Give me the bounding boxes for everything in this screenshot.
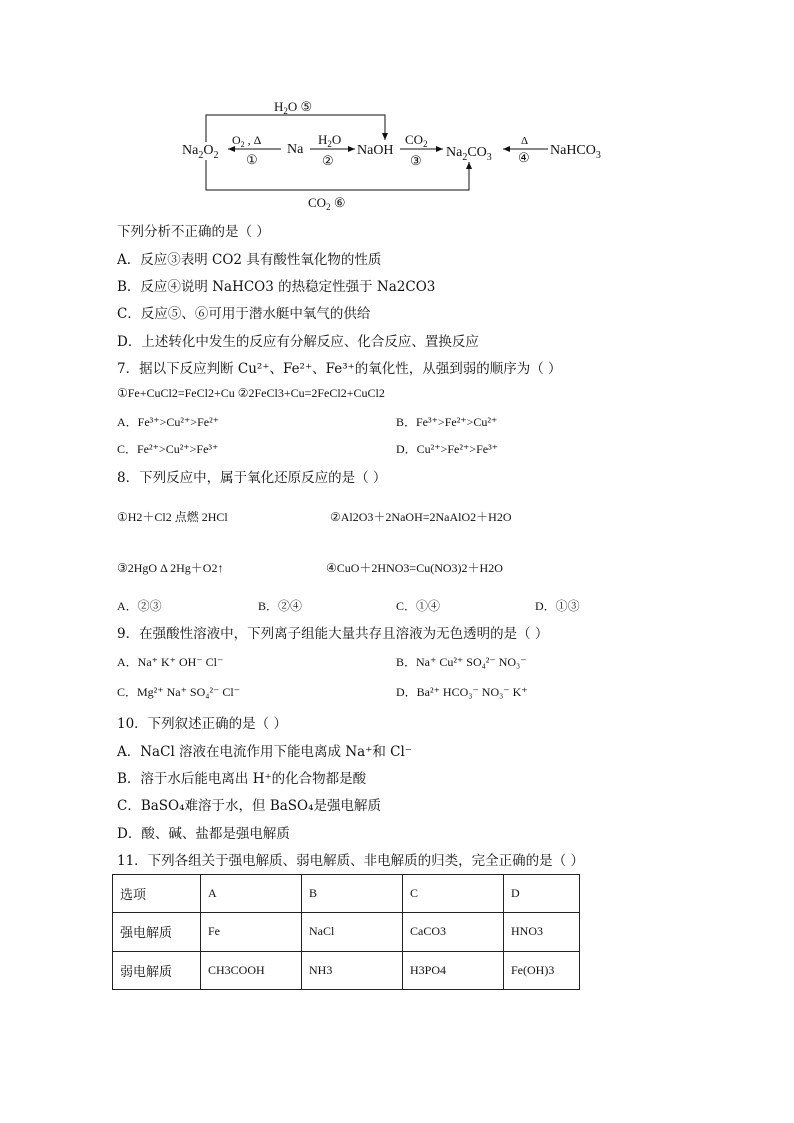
q8-option-b: B．②④ [258, 599, 303, 613]
table-row [113, 951, 580, 989]
table-cell: 选项 [113, 875, 201, 913]
table-cell: H3PO4 [403, 951, 504, 989]
q7-option-a: A．Fe³⁺>Cu²⁺>Fe²⁺ [117, 415, 220, 429]
q8-reaction-1: ①H2＋Cl2 点燃 2HCl [117, 510, 228, 524]
table-cell: D [504, 875, 580, 913]
q8-stem: 8．下列反应中，属于氧化还原反应的是（ ） [117, 470, 387, 486]
q6-stem: 下列分析不正确的是（ ） [117, 224, 270, 240]
arrow-3-number: ③ [410, 153, 422, 168]
q7-option-c: C．Fe²⁺>Cu²⁺>Fe³⁺ [117, 442, 219, 456]
conversion-diagram [170, 92, 620, 212]
q9-option-d: D．Ba²⁺ HCO₃⁻ NO₃⁻ K⁺ [396, 685, 528, 699]
arrow-2-number: ② [322, 153, 334, 168]
q7-stem: 7．据以下反应判断 Cu²⁺、Fe²⁺、Fe³⁺的氧化性，从强到弱的顺序为（ ） [117, 361, 562, 377]
table-cell: C [403, 875, 504, 913]
q8-option-d: D．①③ [535, 599, 580, 613]
q6-option-c: C．反应⑤、⑥可用于潜水艇中氧气的供给 [117, 306, 371, 322]
arrow-5-label: $H_2O$ ⑤ [274, 99, 313, 116]
table-cell: 强电解质 [113, 913, 201, 951]
q9-option-b: B．Na⁺ Cu²⁺ SO₄²⁻ NO₃⁻ [396, 655, 527, 669]
q8-reaction-4: ④CuO＋2HNO3=Cu(NO3)2＋H2O [326, 561, 503, 575]
table-cell: CH3COOH [201, 951, 302, 989]
table-cell: NH3 [302, 951, 403, 989]
arrow-1-number: ① [246, 152, 258, 167]
q8-option-c: C．①④ [396, 599, 441, 613]
q10-option-a: A．NaCl 溶液在电流作用下能电离成 Na⁺和 Cl⁻ [117, 744, 412, 760]
na-label: Na [287, 142, 304, 157]
q11-stem: 11．下列各组关于强电解质、弱电解质、非电解质的归类，完全正确的是（ ） [117, 853, 584, 869]
q6-option-b: B．反应④说明 NaHCO3 的热稳定性强于 Na2CO3 [117, 279, 436, 295]
q9-option-c: C．Mg²⁺ Na⁺ SO₄²⁻ Cl⁻ [117, 685, 241, 699]
table-cell: NaCl [302, 913, 403, 951]
q6-option-d: D．上述转化中发生的反应有分解反应、化合反应、置换反应 [117, 334, 479, 350]
q7-option-b: B．Fe³⁺>Fe²⁺>Cu²⁺ [396, 415, 498, 429]
q8-reaction-3: ③2HgO Δ 2Hg＋O2↑ [117, 561, 224, 575]
table-row [113, 913, 580, 951]
q10-option-c: C．BaSO₄难溶于水，但 BaSO₄是强电解质 [117, 798, 382, 814]
arrow-6-label: $CO_2$ ⑥ [308, 195, 346, 212]
arrow-1-condition: $O_2$ , Δ [232, 133, 262, 149]
q8-reaction-2: ②Al2O3＋2NaOH=2NaAlO2＋H2O [330, 510, 512, 524]
q8-option-a: A．②③ [117, 599, 162, 613]
table-row [113, 875, 580, 913]
table-cell: Fe [201, 913, 302, 951]
table-cell: A [201, 875, 302, 913]
na2co3-label: $Na_2CO_3$ [446, 145, 492, 163]
table-cell: CaCO3 [403, 913, 504, 951]
q9-option-a: A．Na⁺ K⁺ OH⁻ Cl⁻ [117, 655, 224, 669]
table-cell: B [302, 875, 403, 913]
q10-option-b: B．溶于水后能电离出 H⁺的化合物都是酸 [117, 771, 367, 787]
table-cell: Fe(OH)3 [504, 951, 580, 989]
nahco3-label: NaHCO$_3$ [550, 143, 601, 161]
q11-table [112, 874, 580, 990]
q10-stem: 10．下列叙述正确的是（ ） [117, 716, 287, 732]
arrow-4-number: ④ [518, 150, 530, 165]
q9-stem: 9．在强酸性溶液中，下列离子组能大量共存且溶液为无色透明的是（ ） [117, 626, 549, 642]
arrow-4-condition: Δ [521, 135, 529, 147]
na2o2-label: $Na_2O_2$ [182, 143, 219, 161]
q10-option-d: D．酸、碱、盐都是强电解质 [117, 826, 290, 842]
arrow-2-condition: $H_2O$ [318, 132, 342, 149]
q6-option-a: A．反应③表明 CO2 具有酸性氧化物的性质 [117, 252, 382, 268]
arrow-3-condition: $CO_2$ [405, 132, 428, 149]
table-cell: HNO3 [504, 913, 580, 951]
q7-reactions: ①Fe+CuCl2=FeCl2+Cu ②2FeCl3+Cu=2FeCl2+CuCl2 [117, 386, 385, 400]
naoh-label: NaOH [357, 143, 394, 158]
q7-option-d: D．Cu²⁺>Fe²⁺>Fe³⁺ [396, 442, 499, 456]
table-cell: 弱电解质 [113, 951, 201, 989]
